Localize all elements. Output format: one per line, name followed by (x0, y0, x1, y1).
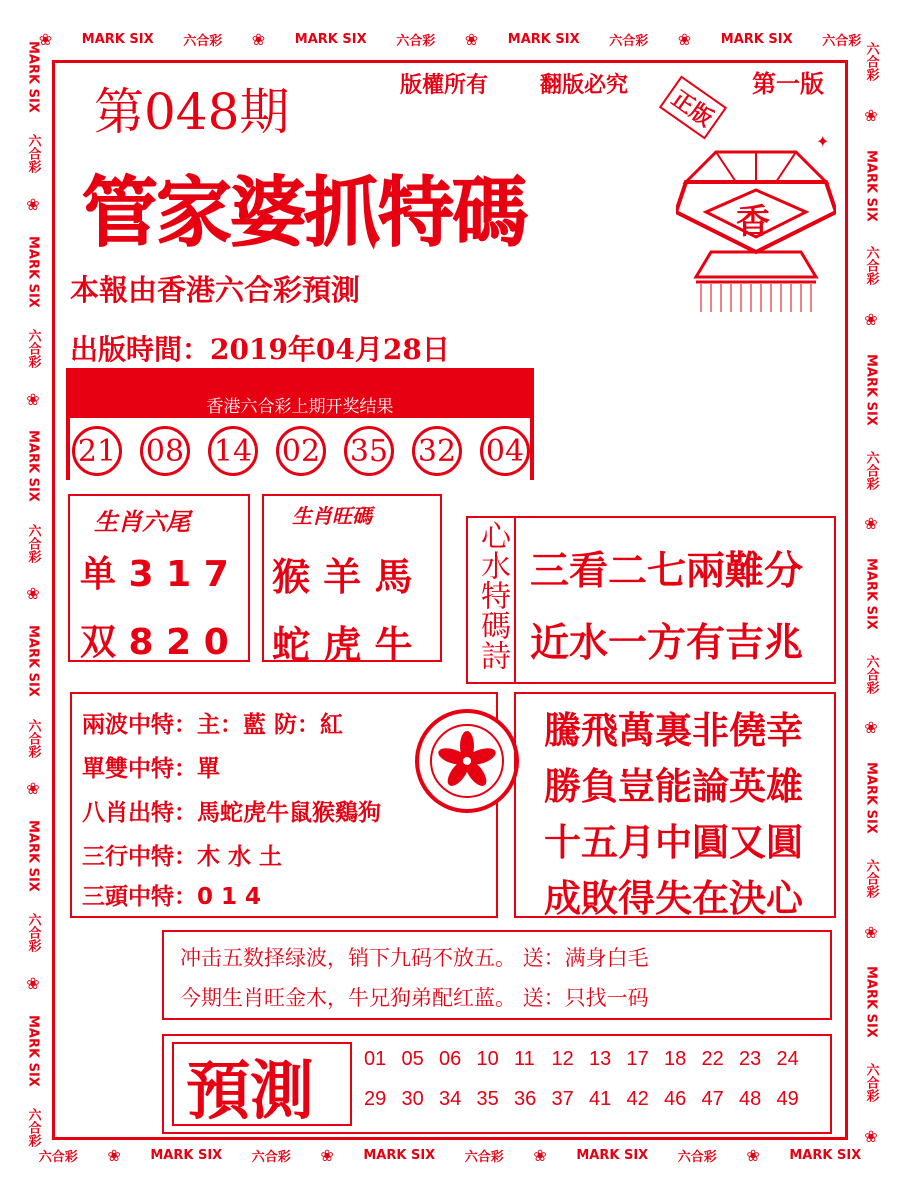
border-text: MARK SIX (150, 1147, 223, 1163)
poem-label: 心水特碼詩 (475, 520, 510, 670)
flower-icon: ❀ (746, 1145, 760, 1165)
border-text: 六合彩 (863, 654, 879, 694)
tip-two-waves: 兩波中特：主：藍 防：紅 (82, 712, 344, 738)
border-text: 六合彩 (38, 1149, 78, 1165)
flower-icon: ❀ (677, 29, 692, 49)
flower-icon: ❀ (864, 922, 878, 942)
verse-line-3: 十五月中圓又圓 (544, 821, 803, 864)
flower-icon: ❀ (320, 1145, 334, 1165)
tip-three-heads: 三頭中特：0 1 4 (82, 884, 262, 910)
prediction-number: 10 (476, 1048, 499, 1070)
prediction-number: 22 (701, 1048, 724, 1070)
border-text: 六合彩 (25, 718, 41, 758)
flower-icon: ❀ (864, 514, 878, 534)
prediction-number: 47 (701, 1088, 724, 1110)
border-text: MARK SIX (720, 31, 793, 47)
border-text: 六合彩 (251, 1149, 291, 1165)
border-text: 六合彩 (183, 33, 223, 49)
issue-number: 第048期 (94, 83, 290, 141)
publish-time: 出版時間：2019年04月28日 (70, 333, 450, 366)
prediction-label: 預測 (186, 1055, 314, 1129)
border-text: MARK SIX (863, 762, 879, 834)
border-text: MARK SIX (576, 1147, 649, 1163)
clue-line-1: 冲击五数择绿波，销下九码不放五。 送：满身白毛 (180, 946, 649, 970)
result-ball: 35 (344, 426, 394, 476)
border-text: 六合彩 (863, 450, 879, 490)
poem-divider (514, 518, 516, 682)
verse-line-2: 勝負豈能論英雄 (544, 765, 803, 808)
result-ball: 08 (140, 426, 190, 476)
prediction-number: 11 (514, 1048, 535, 1070)
poem-line-1: 三看二七兩難分 (530, 549, 804, 594)
prediction-number: 49 (776, 1088, 799, 1110)
prediction-number: 05 (401, 1048, 424, 1070)
prediction-number: 23 (739, 1048, 762, 1070)
border-text: 六合彩 (464, 1149, 504, 1165)
prediction-number: 37 (551, 1088, 574, 1110)
page-title: 管家婆抓特碼 (82, 168, 526, 257)
bottom-border-strip (24, 1142, 876, 1168)
border-text: MARK SIX (863, 966, 879, 1039)
border-text: 六合彩 (863, 246, 879, 286)
result-ball: 21 (72, 426, 122, 476)
border-text: MARK SIX (25, 625, 41, 697)
prediction-number: 12 (551, 1048, 574, 1070)
prediction-number: 36 (514, 1088, 537, 1110)
flower-icon: ❀ (864, 310, 878, 330)
result-ball: 32 (412, 426, 462, 476)
last-result-title: 香港六合彩上期开奖结果 (206, 397, 394, 417)
flower-icon: ❀ (26, 584, 40, 604)
border-text: MARK SIX (363, 1147, 436, 1163)
lantern-char: 香 (736, 202, 770, 242)
result-ball: 02 (276, 426, 326, 476)
genuine-stamp: 正版 (659, 75, 727, 139)
left-border-strip (20, 30, 46, 1158)
border-text: 六合彩 (25, 1108, 41, 1148)
prediction-number: 30 (401, 1088, 424, 1110)
prediction-number: 46 (664, 1088, 687, 1110)
prediction-number: 24 (776, 1048, 799, 1070)
zodiac-tails-even: 双 8 2 0 (80, 622, 229, 663)
border-text: MARK SIX (25, 430, 41, 503)
prediction-number: 34 (439, 1088, 462, 1110)
border-text: 六合彩 (25, 329, 41, 369)
flower-icon: ❀ (864, 1126, 878, 1146)
poem-line-2: 近水一方有吉兆 (530, 621, 804, 666)
border-text: 六合彩 (822, 33, 862, 49)
border-text: MARK SIX (81, 31, 154, 47)
result-ball: 04 (480, 426, 530, 476)
border-text: 六合彩 (609, 33, 649, 49)
border-text: 六合彩 (25, 134, 41, 174)
border-text: MARK SIX (863, 353, 879, 426)
flower-icon: ❀ (533, 1145, 547, 1165)
flower-icon: ❀ (26, 194, 40, 214)
flower-icon: ❀ (26, 779, 40, 799)
zodiac-hot-row2: 蛇 虎 牛 (272, 623, 413, 667)
prediction-number: 18 (664, 1048, 687, 1070)
border-text: MARK SIX (25, 1014, 41, 1087)
bauhinia-icon (412, 706, 522, 816)
zodiac-tails-odd: 单 3 1 7 (80, 554, 229, 595)
flower-icon: ❀ (107, 1145, 121, 1165)
prediction-number: 42 (626, 1088, 649, 1110)
clue-line-2: 今期生肖旺金木，牛兄狗弟配红蓝。 送：只找一码 (180, 986, 649, 1010)
copyright-text: 版權所有 (400, 72, 489, 98)
border-text: MARK SIX (25, 235, 41, 308)
border-text: 六合彩 (396, 33, 436, 49)
prediction-number: 13 (589, 1048, 612, 1070)
border-text: MARK SIX (25, 819, 41, 892)
border-text: MARK SIX (294, 31, 367, 47)
prediction-number: 29 (364, 1088, 387, 1110)
border-text: 六合彩 (863, 1062, 879, 1102)
prediction-number: 17 (626, 1048, 649, 1070)
flower-icon: ❀ (864, 106, 878, 126)
subtitle: 本報由香港六合彩預測 (70, 273, 361, 307)
result-ball: 14 (208, 426, 258, 476)
border-text: MARK SIX (25, 40, 41, 113)
tip-three-elements: 三行中特：木 水 土 (82, 844, 283, 870)
tip-eight-zodiacs: 八肖出特：馬蛇虎牛鼠猴鷄狗 (82, 800, 381, 826)
zodiac-tails-title: 生肖六尾 (94, 507, 190, 536)
hk-emblem (412, 706, 522, 816)
prediction-number: 01 (364, 1048, 387, 1070)
zodiac-hot-title: 生肖旺碼 (292, 504, 372, 528)
border-text: 六合彩 (25, 523, 41, 563)
flower-icon: ❀ (26, 974, 40, 993)
flower-icon: ❀ (251, 29, 266, 49)
border-text: MARK SIX (789, 1147, 862, 1163)
lantern-logo (676, 122, 836, 327)
svg-text:✦: ✦ (816, 132, 830, 151)
border-text: MARK SIX (863, 558, 879, 630)
prediction-number: 06 (439, 1048, 462, 1070)
verse-line-4: 成敗得失在決心 (544, 877, 803, 920)
border-text: 六合彩 (863, 858, 879, 898)
border-text: MARK SIX (863, 149, 879, 222)
border-text: 六合彩 (863, 42, 879, 82)
prediction-number: 48 (739, 1088, 762, 1110)
verse-line-1: 騰飛萬裏非僥幸 (544, 709, 803, 752)
no-copy-text: 翻版必究 (540, 72, 629, 98)
flower-icon: ❀ (464, 29, 479, 49)
right-border-strip (858, 30, 884, 1158)
top-border-strip (24, 26, 876, 52)
flower-icon: ❀ (864, 718, 878, 738)
border-text: 六合彩 (25, 913, 41, 953)
zodiac-hot-row1: 猴 羊 馬 (272, 555, 413, 599)
prediction-number: 41 (589, 1088, 612, 1110)
tip-odd-even: 單雙中特：單 (82, 756, 220, 782)
prediction-number: 35 (476, 1088, 499, 1110)
border-text: MARK SIX (507, 31, 580, 47)
flower-icon: ❀ (26, 389, 40, 409)
border-text: 六合彩 (677, 1149, 717, 1165)
flower-icon: ❀ (38, 29, 53, 49)
edition-label: 第一版 (752, 69, 824, 98)
